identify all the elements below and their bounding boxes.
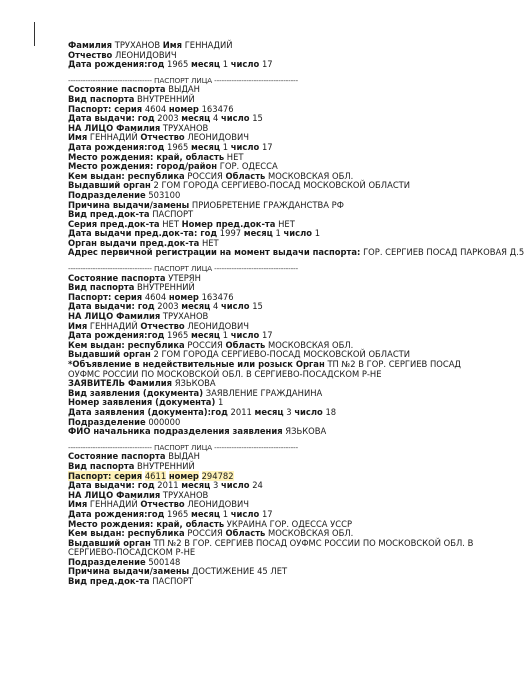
field-value: 1 xyxy=(275,228,281,239)
field-label: число xyxy=(230,330,260,341)
field-value: ГОР. ОДЕССА УССР xyxy=(269,518,353,529)
passport-section xyxy=(68,264,488,437)
field-label: Подразделение xyxy=(68,189,146,200)
field-value: ЛЕОНИДОВИЧ xyxy=(187,499,249,510)
pen-mark xyxy=(34,22,35,46)
field-label: Место рождения: город/район xyxy=(68,161,218,172)
patronymic-line: Отчество ЛЕОНИДОВИЧ xyxy=(68,49,177,60)
field-value: 15 xyxy=(252,113,263,124)
field-label: НА ЛИЦО Фамилия xyxy=(68,489,161,500)
field-label: Отчество xyxy=(140,499,185,510)
field-label: номер xyxy=(168,103,199,114)
surname-line: Фамилия ТРУХАНОВ Имя ГЕННАДИЙ xyxy=(68,40,233,50)
field-label: Вид пред.док-та xyxy=(68,209,150,220)
field-value: 1 xyxy=(222,330,229,341)
field-value: ПРИОБРЕТЕНИЕ ГРАЖДАНСТВА РФ xyxy=(191,199,344,210)
field-value: 2011 xyxy=(230,406,252,417)
field-value: НЕТ xyxy=(162,218,179,229)
field-value: 163476 xyxy=(201,103,234,114)
field-value: ВЫДАН xyxy=(168,451,200,462)
field-value: ПАСПОРТ xyxy=(152,209,194,220)
field-value: НЕТ xyxy=(226,151,244,162)
field-label: Причина выдачи/замены xyxy=(68,566,190,577)
field-label: Паспорт: серия xyxy=(68,291,143,302)
field-value: МОСКОВСКАЯ ОБЛ. xyxy=(268,170,354,181)
field-label: НА ЛИЦО Фамилия xyxy=(68,311,161,322)
person-header xyxy=(68,41,488,70)
field-value: 17 xyxy=(261,508,273,519)
field-value: 2 ГОМ ГОРОДА СЕРГИЕВО-ПОСАД МОСКОВСКОЙ ОБЛАСТИ xyxy=(153,349,411,360)
field-value: 3 xyxy=(213,480,219,491)
field-label: Дата заявления (документа):год xyxy=(68,406,228,417)
passport-sections xyxy=(68,75,524,587)
field-value: ПАСПОРТ xyxy=(152,576,194,587)
field-label: Отчество xyxy=(140,132,185,143)
field-label: Область xyxy=(225,339,266,350)
field-label: Паспорт: серия xyxy=(68,103,143,114)
field-label: месяц xyxy=(243,228,273,239)
field-label: Выдавший орган xyxy=(68,180,151,191)
field-label: Дата рождения:год xyxy=(68,508,165,519)
field-value: 1965 xyxy=(167,330,189,341)
field-label: Кем выдан: республика xyxy=(68,170,185,181)
field-label: Имя xyxy=(68,499,88,510)
field-value: ГЕННАДИЙ xyxy=(89,132,138,143)
field-label: месяц xyxy=(181,301,211,312)
field-label: Дата выдачи: год xyxy=(68,480,155,491)
field-value: 503100 xyxy=(148,189,181,200)
field-line xyxy=(68,427,488,437)
field-label: Вид пред.док-та xyxy=(68,576,150,587)
field-value: 1 xyxy=(222,141,229,152)
field-label: Вид заявления (документа) xyxy=(68,387,204,398)
field-label: Имя xyxy=(68,320,88,331)
field-value: ГОР. ОДЕССА xyxy=(219,161,278,172)
field-label: Состояние паспорта xyxy=(68,272,166,283)
field-label: Вид паспорта xyxy=(68,282,135,293)
field-value: ВНУТРЕННИЙ xyxy=(137,460,195,471)
field-line xyxy=(68,360,488,379)
field-label: Подразделение xyxy=(68,556,146,567)
field-value: 15 xyxy=(252,301,263,312)
field-value: 500148 xyxy=(148,556,181,567)
field-label: номер xyxy=(168,470,199,481)
field-label: ЗАЯВИТЕЛЬ Фамилия xyxy=(68,378,173,389)
field-label: Причина выдачи/замены xyxy=(68,199,190,210)
field-value: 17 xyxy=(261,330,273,341)
field-value: ЛЕОНИДОВИЧ xyxy=(187,320,249,331)
field-label: месяц xyxy=(191,508,221,519)
field-label: Кем выдан: республика xyxy=(68,528,185,539)
field-value: НЕТ xyxy=(201,237,219,248)
field-label: число xyxy=(221,113,250,124)
field-label: Адрес первичной регистрации на момент выдачи паспорта: xyxy=(68,247,361,258)
section-separator: ---------------------------------- ПАСПОРТ ЛИЦА ---------------------------------- xyxy=(68,264,298,274)
field-label: число xyxy=(221,480,250,491)
field-value: 4 xyxy=(213,301,219,312)
field-line xyxy=(68,247,524,258)
field-label: Место рождения: край, область xyxy=(68,518,225,529)
field-label: Состояние паспорта xyxy=(68,84,166,95)
field-value: ГЕННАДИЙ xyxy=(89,320,138,331)
field-value: 4604 xyxy=(144,103,167,114)
field-value: ЗАЯВЛЕНИЕ ГРАЖДАНИНА xyxy=(205,387,323,398)
field-label: Отчество xyxy=(140,320,185,331)
field-label: Выдавший орган xyxy=(68,537,151,548)
field-label: число xyxy=(230,508,260,519)
field-value: 1965 xyxy=(167,141,189,152)
field-label: Серия пред.док-та xyxy=(68,218,160,229)
field-value: ВНУТРЕННИЙ xyxy=(137,282,195,293)
field-value: ВЫДАН xyxy=(168,84,200,95)
field-value: 2003 xyxy=(157,113,179,124)
field-value: ТП №2 В ГОР. СЕРГИЕВ ПОСАД ОУФМС РОССИИ ПО МОСКОВСКОЙ ОБЛ. В СЕРГИЕВО-ПОСАДСКОМ Р-НЕ xyxy=(68,537,474,558)
field-label: Номер пред.док-та xyxy=(181,218,276,229)
field-label: Дата выдачи: год xyxy=(68,301,155,312)
field-value: ГОР. СЕРГИЕВ ПОСАД ПАРКОВАЯ Д.5 xyxy=(363,247,524,258)
field-label: месяц xyxy=(191,330,221,341)
field-value: 000000 xyxy=(148,416,181,427)
field-label: число xyxy=(221,301,250,312)
field-label: Состояние паспорта xyxy=(68,451,166,462)
field-label: число xyxy=(283,228,313,239)
field-value: ЯЗЬКОВА xyxy=(174,378,216,389)
field-value: ГЕННАДИЙ xyxy=(89,499,138,510)
field-label: месяц xyxy=(181,113,211,124)
field-label: номер xyxy=(168,291,199,302)
field-value: 1 xyxy=(222,508,229,519)
section-separator: ---------------------------------- ПАСПОРТ ЛИЦА ---------------------------------- xyxy=(68,75,298,85)
field-value: МОСКОВСКАЯ ОБЛ. xyxy=(268,339,354,350)
passport-section xyxy=(68,443,488,587)
field-label: ФИО начальника подразделения заявления xyxy=(68,426,283,437)
field-value: 1965 xyxy=(167,508,189,519)
field-value: 163476 xyxy=(201,291,234,302)
field-value: ДОСТИЖЕНИЕ 45 ЛЕТ xyxy=(191,566,288,577)
field-line xyxy=(68,539,488,558)
field-label: *Объявление в недействительные или розыск Орган xyxy=(68,359,325,369)
field-value: ЯЗЬКОВА xyxy=(285,426,327,437)
field-label: число xyxy=(294,406,323,417)
field-value: РОССИЯ xyxy=(187,339,223,350)
section-separator: ---------------------------------- ПАСПОРТ ЛИЦА ---------------------------------- xyxy=(68,442,298,452)
passport-section xyxy=(68,75,524,258)
field-value: ТРУХАНОВ xyxy=(162,489,209,500)
field-label: Дата рождения:год xyxy=(68,330,165,341)
field-value: МОСКОВСКАЯ ОБЛ. xyxy=(268,528,354,539)
field-value: 1 xyxy=(217,397,224,408)
field-value: 4611 xyxy=(144,470,167,481)
field-value: 2 ГОМ ГОРОДА СЕРГИЕВО-ПОСАД МОСКОВСКОЙ ОБЛАСТИ xyxy=(153,180,411,191)
field-label: число xyxy=(230,141,260,152)
field-value: 24 xyxy=(252,480,263,491)
field-value: 18 xyxy=(325,406,337,417)
field-label: Дата рождения:год xyxy=(68,141,165,152)
field-value: ТП №2 В ГОР. СЕРГИЕВ ПОСАД ОУФМС РОССИИ ПО МОСКОВСКОЙ ОБЛ. В СЕРГИЕВО-ПОСАДСКОМ Р-НЕ xyxy=(68,359,461,379)
field-value: 4 xyxy=(213,113,219,124)
field-label: НА ЛИЦО Фамилия xyxy=(68,122,161,133)
field-value: ВНУТРЕННИЙ xyxy=(137,93,195,104)
field-value: НЕТ xyxy=(278,218,295,229)
field-value: 3 xyxy=(286,406,292,417)
dob-line: Дата рождения:год 1965 месяц 1 число 17 xyxy=(68,59,273,70)
field-label: Место рождения: край, область xyxy=(68,151,225,162)
field-value: 1 xyxy=(314,228,321,239)
field-value: 2011 xyxy=(157,480,179,491)
field-value: РОССИЯ xyxy=(187,170,223,181)
field-label: месяц xyxy=(181,480,211,491)
field-value: ТРУХАНОВ xyxy=(162,122,209,133)
field-label: Номер заявления (документа) xyxy=(68,397,216,408)
field-value: УТЕРЯН xyxy=(168,272,201,283)
field-label: Паспорт: серия xyxy=(68,470,143,481)
field-value: 17 xyxy=(261,141,273,152)
field-value: 2003 xyxy=(157,301,179,312)
field-label: Область xyxy=(225,170,266,181)
field-label: Выдавший орган xyxy=(68,349,151,360)
field-value: 1997 xyxy=(219,228,242,239)
field-label: Подразделение xyxy=(68,416,146,427)
field-label: Орган выдачи пред.док-та xyxy=(68,237,200,248)
field-label: Кем выдан: республика xyxy=(68,339,185,350)
field-label: месяц xyxy=(191,141,221,152)
field-label: Область xyxy=(225,528,266,539)
field-line xyxy=(68,577,488,587)
field-label: Дата выдачи: год xyxy=(68,113,155,124)
field-value: 294782 xyxy=(201,470,234,481)
field-value: УКРАИНА xyxy=(226,518,267,529)
field-label: Дата выдачи пред.док-та: год xyxy=(68,228,218,239)
field-label: Вид паспорта xyxy=(68,93,135,104)
field-label: Имя xyxy=(68,132,88,143)
field-value: РОССИЯ xyxy=(187,528,223,539)
field-label: месяц xyxy=(254,406,284,417)
field-value: ЛЕОНИДОВИЧ xyxy=(187,132,249,143)
field-value: ТРУХАНОВ xyxy=(162,311,209,322)
passport-record xyxy=(68,40,524,593)
field-label: Вид паспорта xyxy=(68,460,135,471)
field-value: 4604 xyxy=(144,291,167,302)
